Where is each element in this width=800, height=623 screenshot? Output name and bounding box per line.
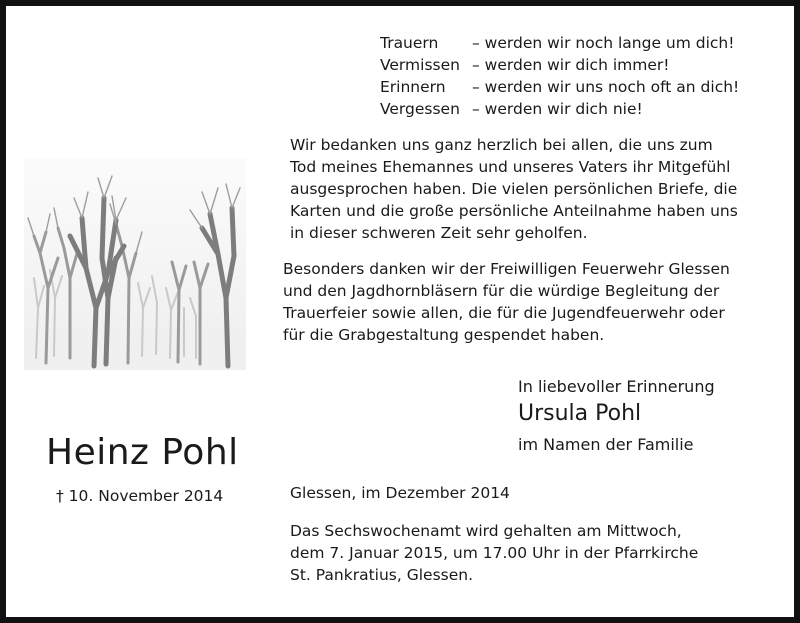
deceased-name: Heinz Pohl (46, 432, 239, 473)
poem-word: Trauern (380, 34, 439, 52)
text-line: Wir bedanken uns ganz herzlich bei allen, die uns zum (290, 136, 713, 154)
winter-trees-icon (24, 158, 246, 370)
memory-line: In liebevoller Erinnerung (518, 377, 715, 396)
poem-word: Vermissen (380, 56, 460, 74)
poem-word: Vergessen (380, 100, 460, 118)
text-line: ausgesprochen haben. Die vielen persönlichen Briefe, die (290, 180, 738, 198)
poem-text: – werden wir dich immer! (472, 56, 670, 74)
text-line: dem 7. Januar 2015, um 17.00 Uhr in der Pfarrkirche (290, 544, 699, 562)
thanks-paragraph (290, 134, 738, 244)
poem (380, 32, 739, 120)
text-line: Tod meines Ehemannes und unseres Vaters ihr Mitgefühl (290, 158, 731, 176)
text-line: Trauerfeier sowie allen, die für die Jugendfeuerwehr oder (283, 304, 725, 322)
text-line: für die Grabgestaltung gespendet haben. (283, 326, 605, 344)
text-line: in dieser schweren Zeit sehr geholfen. (290, 224, 588, 242)
winter-trees-image (24, 158, 246, 370)
text-line: Besonders danken wir der Freiwilligen Feuerwehr Glessen (283, 260, 730, 278)
signer-name: Ursula Pohl (518, 401, 642, 426)
poem-text: – werden wir noch lange um dich! (472, 34, 735, 52)
family-line: im Namen der Familie (518, 435, 694, 454)
text-line: Das Sechswochenamt wird gehalten am Mittwoch, (290, 522, 682, 540)
poem-line (380, 98, 739, 120)
poem-text: – werden wir dich nie! (472, 100, 643, 118)
poem-text: – werden wir uns noch oft an dich! (472, 78, 740, 96)
poem-line (380, 32, 739, 54)
mass-paragraph (290, 520, 698, 586)
text-line: und den Jagdhornbläsern für die würdige Begleitung der (283, 282, 720, 300)
poem-line (380, 54, 739, 76)
death-date: † 10. November 2014 (56, 487, 224, 505)
poem-word: Erinnern (380, 78, 446, 96)
text-line: St. Pankratius, Glessen. (290, 566, 474, 584)
special-thanks-paragraph (283, 258, 730, 346)
poem-line (380, 76, 739, 98)
place-date: Glessen, im Dezember 2014 (290, 484, 510, 502)
text-line: Karten und die große persönliche Anteilnahme haben uns (290, 202, 738, 220)
